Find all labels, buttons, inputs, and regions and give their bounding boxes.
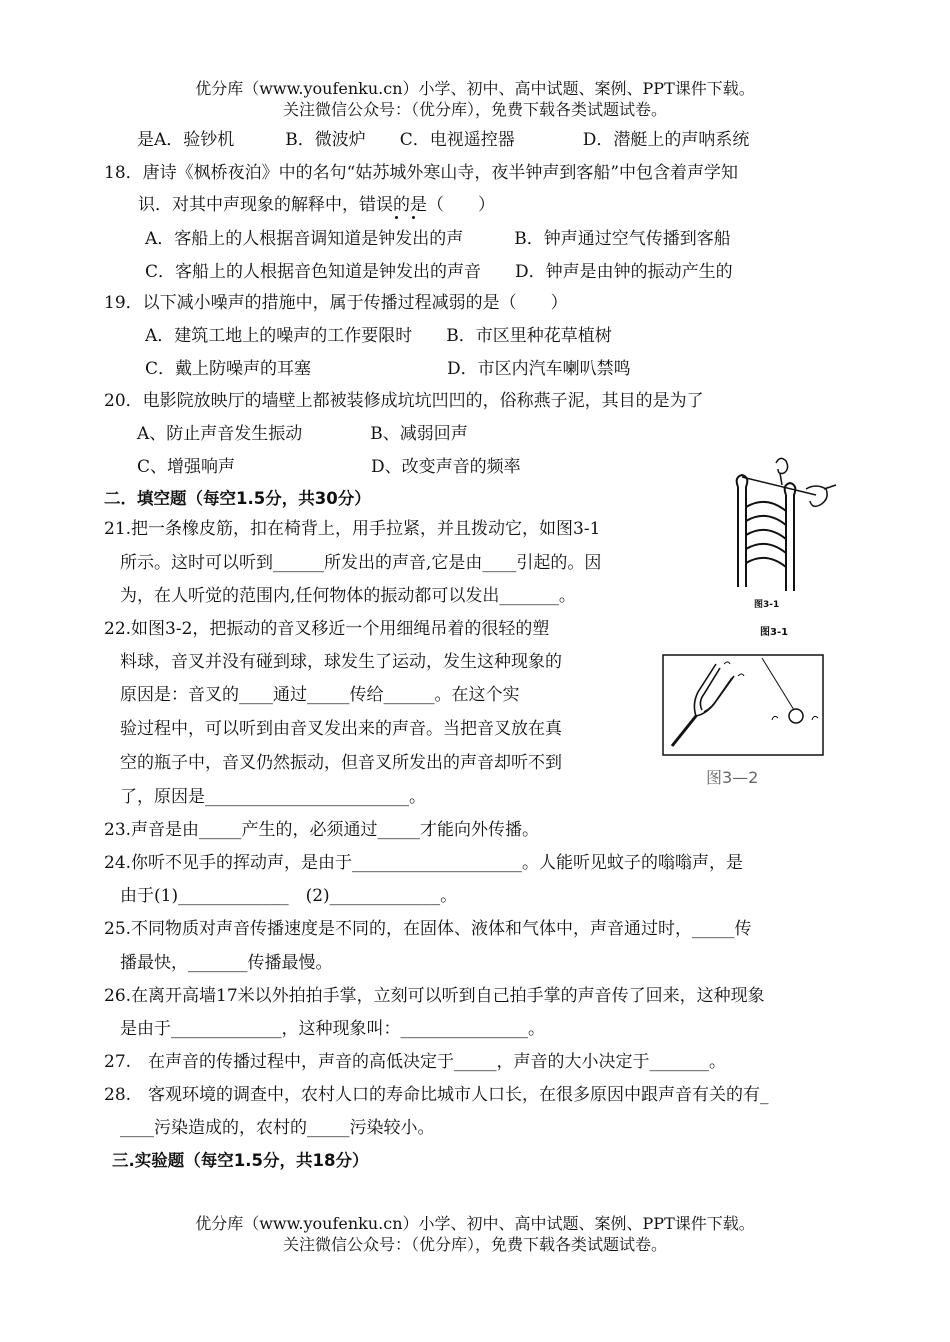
q22-line-2: 料球，音叉并没有碰到球，球发生了运动，发生这种现象的	[120, 652, 562, 672]
q22-line-4: 验过程中，可以听到由音叉发出来的声音。当把音叉放在真	[120, 719, 562, 739]
emphasis-dot	[395, 216, 398, 219]
q22-line-1: 22.如图3-2，把振动的音叉移近一个用细绳吊着的很轻的塑	[104, 619, 550, 639]
figure-3-2-caption: 图3—2	[706, 768, 759, 787]
footer-line-2: 关注微信公众号：（优分库），免费下载各类试题试卷。	[282, 1235, 667, 1254]
footer-line-1: 优分库（www.youfenku.cn）小学、初中、高中试题、案例、PPT课件下载。	[195, 1214, 755, 1233]
header-line-1: 优分库（www.youfenku.cn）小学、初中、高中试题、案例、PPT课件下载。	[195, 79, 755, 98]
q28-line-1: 28. 客观环境的调查中，农村人口的寿命比城市人口长，在很多原因中跟声音有关的有_	[104, 1085, 769, 1105]
q27: 27. 在声音的传播过程中，声音的高低决定于_____，声音的大小决定于_______。	[104, 1052, 727, 1072]
q26-line-1: 26.在离开高墙17米以外拍拍手掌，立刻可以听到自己拍手掌的声音传了回来，这种现象	[104, 986, 765, 1006]
q25-line-2: 播最快，_______传播最慢。	[120, 953, 333, 973]
q22-line-6: 了，原因是________________________。	[120, 787, 426, 807]
q18-options-line-1: A．客船上的人根据音调知道是钟发出的声 B．钟声通过空气传播到客船	[145, 229, 731, 249]
figure-3-2-tuning-fork	[662, 654, 824, 756]
q24-line-2: 由于(1)_____________ (2)_____________。	[120, 886, 458, 906]
q20-options-line-1: A、防止声音发生振动 B、减弱回声	[137, 424, 468, 444]
header-line-2: 关注微信公众号：（优分库），免费下载各类试题试卷。	[282, 100, 667, 119]
q19-stem: 19．以下减小噪声的措施中，属于传播过程减弱的是（ ）	[104, 293, 568, 313]
section-2-title: 二．填空题（每空1.5分，共30分）	[104, 489, 371, 508]
figure-3-1-caption: 图3-1	[760, 627, 789, 638]
q21-line-2: 所示。这时可以听到______所发出的声音,它是由____引起的。因	[120, 553, 602, 573]
q22-line-3: 原因是：音叉的____通过_____传给______。在这个实	[120, 685, 520, 705]
q18-options-line-2: C．客船上的人根据音色知道是钟发出的声音 D．钟声是由钟的振动产生的	[145, 262, 733, 282]
q26-line-2: 是由于_____________，这种现象叫：_______________。	[120, 1019, 545, 1039]
q20-stem: 20．电影院放映厅的墙壁上都被装修成坑坑凹凹的，俗称燕子泥，其目的是为了	[104, 391, 704, 411]
q24-line-1: 24.你听不见手的挥动声，是由于____________________。人能听见蚊子的嗡嗡声，是	[104, 853, 744, 873]
q19-options-line-2: C．戴上防噪声的耳塞 D．市区内汽车喇叭禁鸣	[145, 359, 631, 379]
figure-3-1-chair	[720, 455, 840, 615]
q21-line-1: 21.把一条橡皮筋，扣在椅背上，用手拉紧，并且拨动它，如图3-1	[104, 519, 601, 539]
q20-options-line-2: C、增强响声 D、改变声音的频率	[137, 457, 521, 477]
q23: 23.声音是由_____产生的，必须通过_____才能向外传播。	[104, 820, 540, 840]
q19-options-line-1: A．建筑工地上的噪声的工作要限时 B．市区里种花草植树	[145, 326, 612, 346]
emphasis-dot	[412, 216, 415, 219]
figure-3-1-inner-label: 图3-1	[754, 600, 780, 610]
q17-options: 是A．验钞机 B．微波炉 C．电视遥控器 D．潜艇上的声呐系统	[137, 130, 750, 150]
q25-line-1: 25.不同物质对声音传播速度是不同的，在固体、液体和气体中，声音通过时，_____传	[104, 919, 752, 939]
q28-line-2: ____污染造成的，农村的_____污染较小。	[120, 1118, 435, 1138]
section-3-title: 三.实验题（每空1.5分，共18分）	[112, 1151, 369, 1170]
q22-line-5: 空的瓶子中，音叉仍然振动，但音叉所发出的声音却听不到	[120, 753, 562, 773]
q18-stem-line-1: 18．唐诗《枫桥夜泊》中的名句“姑苏城外寒山寺，夜半钟声到客船”中包含着声学知	[104, 163, 739, 183]
q21-line-3: 为，在人听觉的范围内,任何物体的振动都可以发出_______。	[120, 586, 576, 606]
q18-stem-line-2: 识．对其中声现象的解释中，错误的是（ ）	[138, 195, 495, 215]
